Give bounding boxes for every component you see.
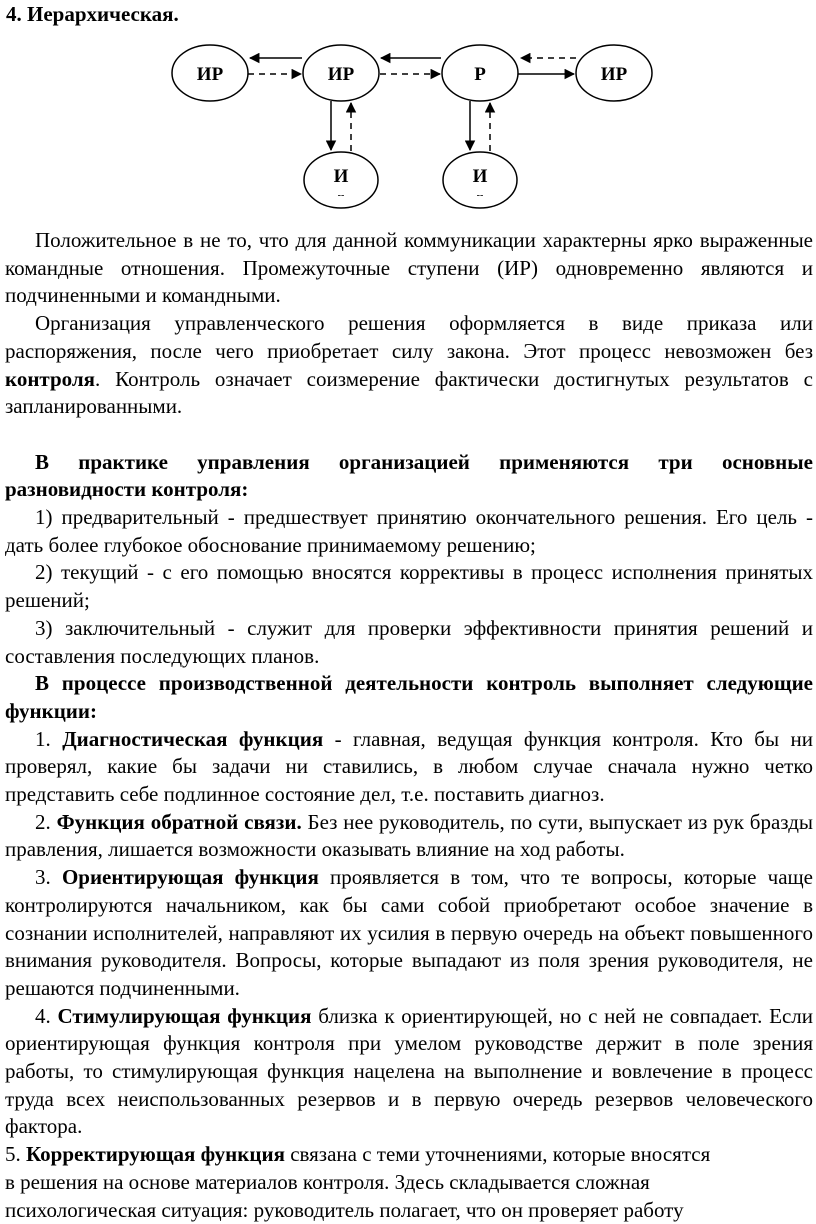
control-type-2: 2) текущий - с его помощью вносятся коррективы в процесс исполнения принятых решений; (5, 560, 813, 613)
heading-functions-text: В процессе производственной деятельности контроль выполняет следующие функции: (5, 671, 813, 723)
heading-control-types-text: В практике управления организацией применяются три основные разновидности контроля: (5, 449, 813, 502)
function-5-line-2: в решения на основе материалов контроля. Здесь складывается сложная (5, 1169, 650, 1194)
paragraph-2 (5, 310, 813, 421)
function-2-text: Без нее руководитель, по сути, выпускает из рук бразды правления, лишается возможности оказывать влияние на ход работы. (5, 809, 814, 862)
heading-functions (5, 670, 813, 725)
function-4-text: близка к ориентирующей, но с ней не совпадает. Если ориентирующая функция контроля при умелом руководстве держит в поле зрения работы, то стимулирующая функция нацелена на выполнение и вовлечение в процесс труда всех неиспользованных резервов и в первую очередь резервов человеческого фактора. (5, 1003, 813, 1139)
node-i-1-label: И (333, 166, 349, 187)
keyword-control: контроля (5, 366, 96, 391)
function-5-line-3: психологическая ситуация: руководитель полагает, что он проверяет работу (5, 1197, 684, 1222)
function-1-num: 1. (35, 726, 63, 751)
function-4-title: Стимулирующая функция (57, 1003, 312, 1028)
document-body (5, 227, 813, 1224)
paragraph-2-text-c: . Контроль означает соизмерение фактически достигнутых результатов с запланированными. (5, 366, 813, 419)
control-type-1: 1) предварительный - предшествует принятию окончательного решения. Его цель - дать более глубокое обоснование принимаемому решению; (5, 505, 813, 557)
function-2-title: Функция обратной связи. (56, 809, 302, 834)
function-5-line-1: связана с теми уточнениями, которые вносятся (284, 1142, 711, 1167)
function-4 (5, 1003, 813, 1142)
node-i-2-mark: -- (476, 190, 484, 201)
function-3-num: 3. (35, 865, 62, 890)
function-5-title: Корректирующая функция (26, 1142, 285, 1167)
function-1-title: Диагностическая функция (62, 726, 324, 751)
function-5-num: 5. (5, 1142, 26, 1167)
node-ir-3-label: ИР (600, 64, 628, 85)
function-5 (5, 1141, 813, 1224)
function-2 (5, 809, 813, 864)
hierarchy-diagram (0, 0, 816, 215)
node-ir-2-label: ИР (327, 64, 355, 85)
node-i-1-mark: -- (337, 190, 345, 201)
paragraph-2-text-a: Организация управленческого решения оформляется в виде приказа или распоряжения, после чего приобретает силу закона. Этот процесс невозможен без (5, 311, 813, 363)
function-4-num: 4. (35, 1003, 58, 1028)
section-heading: 4. Иерархическая. (6, 2, 179, 26)
function-3-text: проявляется в том, что те вопросы, которые чаще контролируются начальником, как бы сами собой приобретают особое значение в сознании исполнителей, направляют их усилия в первую очередь на объект повышенного внимания руководителя. Вопросы, которые выпадают из поля зрения руководителя, не решаются подчиненными. (5, 865, 814, 1000)
function-3 (5, 864, 813, 1003)
function-3-title: Ориентирующая функция (61, 865, 319, 890)
function-1-text: - главная, ведущая функция контроля. Кто бы ни проверял, какие бы задачи ни ставились, в любом случае сначала нужно четко представить себе подлинное состояние дел, т.е. поставить диагноз. (5, 726, 814, 807)
node-r-label: Р (474, 64, 486, 85)
paragraph-1: Положительное в не то, что для данной коммуникации характерны ярко выраженные командные отношения. Промежуточные ступени (ИР) одновременно являются и подчиненными и командными. (5, 228, 813, 308)
function-2-num: 2. (35, 809, 57, 834)
control-type-3: 3) заключительный - служит для проверки эффективности принятия решений и составления последующих планов. (5, 615, 813, 668)
heading-control-types (5, 449, 813, 504)
node-ir-1-label: ИР (196, 64, 224, 85)
function-1 (5, 726, 813, 809)
spacer (5, 421, 813, 449)
node-i-2-label: И (472, 166, 488, 187)
